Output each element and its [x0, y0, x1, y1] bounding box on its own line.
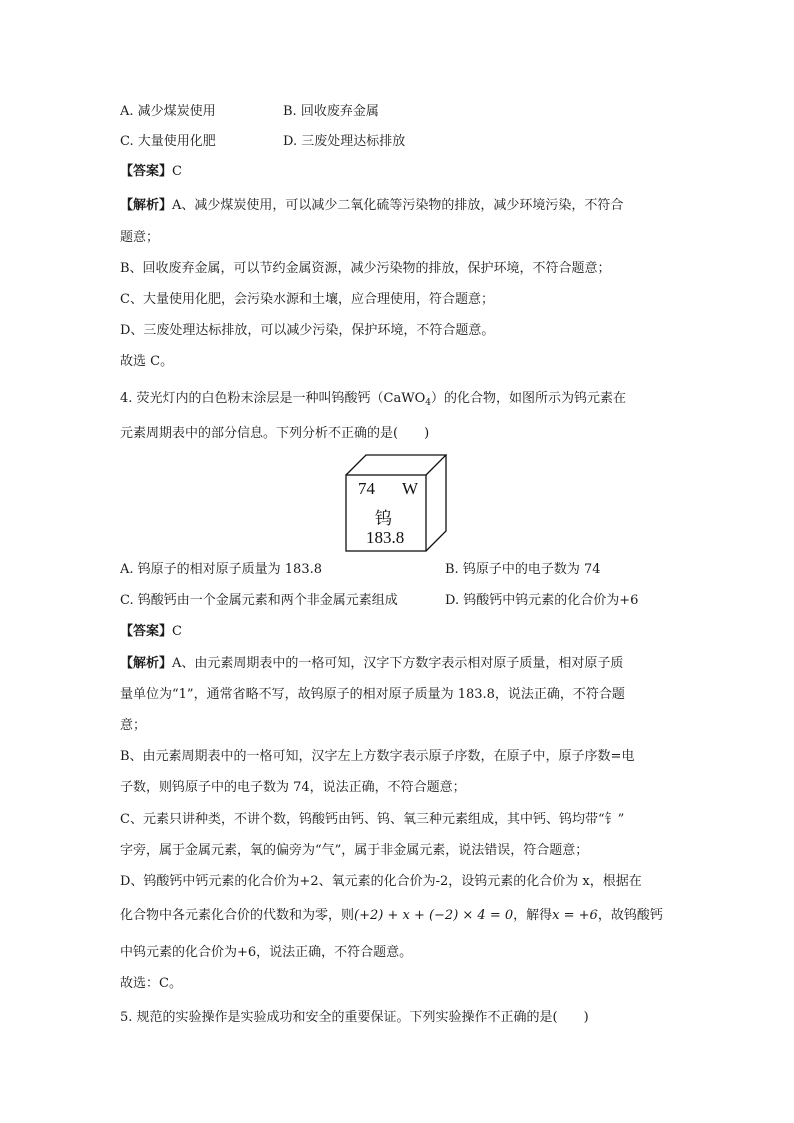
q4-analysis-line: 量单位为“1”，通常省略不写，故钨原子的相对原子质量为 183.8，说法正确，不符合题: [120, 687, 625, 702]
q3-analysis-line: 题意；: [120, 230, 160, 245]
q4-stem: [120, 390, 626, 412]
answer-label: 【答案】: [120, 164, 173, 179]
answer-label: 【答案】: [120, 624, 173, 639]
analysis-text: A、由元素周期表中的一格可知，汉字下方数字表示相对原子质量，相对原子质: [172, 656, 624, 671]
q3-analysis-line: C、大量使用化肥，会污染水源和土壤，应合理使用，符合题意；: [120, 292, 494, 307]
answer-value: C: [172, 164, 182, 179]
q3-option-d: D. 三废处理达标排放: [283, 134, 406, 149]
q4-option-b: B. 钨原子中的电子数为 74: [445, 562, 601, 577]
equation: (+2) + x + (−2) × 4 = 0: [354, 908, 514, 923]
q3-option-c: C. 大量使用化肥: [120, 134, 216, 149]
q3-option-a: A. 减少煤炭使用: [120, 104, 216, 119]
q4-analysis-line: D、钨酸钙中钙元素的化合价为+2、氧元素的化合价为-2，设钨元素的化合价为 x，根据在: [120, 874, 642, 889]
q4-analysis-line: 字旁，属于金属元素，氧的偏旁为“气”，属于非金属元素，说法错误，符合题意；: [120, 843, 589, 858]
q4-option-c: C. 钨酸钙由一个金属元素和两个非金属元素组成: [120, 593, 398, 608]
q4-conclusion: 故选：C。: [120, 976, 182, 991]
q4-analysis-line: 意；: [120, 718, 147, 733]
q4-answer: [120, 623, 182, 641]
analysis-text: A、减少煤炭使用，可以减少二氧化硫等污染物的排放，减少环境污染，不符合: [172, 198, 624, 213]
q4-analysis-line: 中钨元素的化合价为+6，说法正确，不符合题意。: [120, 945, 413, 960]
q3-answer: [120, 163, 182, 181]
q4-option-a: A. 钨原子的相对原子质量为 183.8: [120, 562, 323, 577]
atomic-number: 74: [358, 479, 375, 498]
analysis-text: ，故钨酸钙: [597, 908, 663, 923]
q4-stem-line2: 元素周期表中的部分信息。下列分析不正确的是( ): [120, 426, 430, 441]
q4-analysis-line-equation: [120, 907, 663, 925]
analysis-label: 【解析】: [120, 198, 173, 213]
analysis-text: 化合物中各元素化合价的代数和为零，则: [120, 908, 355, 923]
q4-option-d: D. 钨酸钙中钨元素的化合价为+6: [445, 593, 639, 608]
element-symbol: W: [402, 479, 419, 498]
element-name: 钨: [375, 509, 392, 528]
q3-analysis-line: B、回收废弃金属，可以节约金属资源，减少污染物的排放，保护环境，不符合题意；: [120, 261, 611, 276]
q3-analysis-line: D、三废处理达标排放，可以减少污染，保护环境，不符合题意。: [120, 323, 495, 338]
q4-analysis-line: [120, 655, 623, 673]
equation-solution: x = +6: [552, 908, 598, 923]
element-cell-figure: [345, 454, 447, 552]
q5-stem: 5. 规范的实验操作是实验成功和安全的重要保证。下列实验操作不正确的是( ): [120, 1010, 589, 1025]
q3-option-b: B. 回收废弃金属: [283, 104, 379, 119]
q3-analysis-line: [120, 197, 623, 215]
q4-analysis-line: C、元素只讲种类，不讲个数，钨酸钙由钙、钨、氧三种元素组成，其中钙、钨均带“钅”: [120, 812, 625, 827]
chemical-formula: CaWO$_4$: [383, 391, 431, 408]
q4-analysis-line: 子数，则钨原子中的电子数为 74，说法正确，不符合题意；: [120, 780, 466, 795]
q4-stem-part2: ）的化合物，如图所示为钨元素在: [431, 391, 627, 406]
q4-analysis-line: B、由元素周期表中的一格可知，汉字左上方数字表示原子序数，在原子中，原子序数=电: [120, 749, 635, 764]
atomic-mass: 183.8: [366, 528, 405, 547]
q4-stem-part1: 4. 荧光灯内的白色粉末涂层是一种叫钨酸钙（: [120, 391, 384, 406]
answer-value: C: [172, 624, 182, 639]
analysis-label: 【解析】: [120, 656, 173, 671]
analysis-text: ，解得: [513, 908, 553, 923]
q3-conclusion: 故选 C。: [120, 354, 174, 369]
